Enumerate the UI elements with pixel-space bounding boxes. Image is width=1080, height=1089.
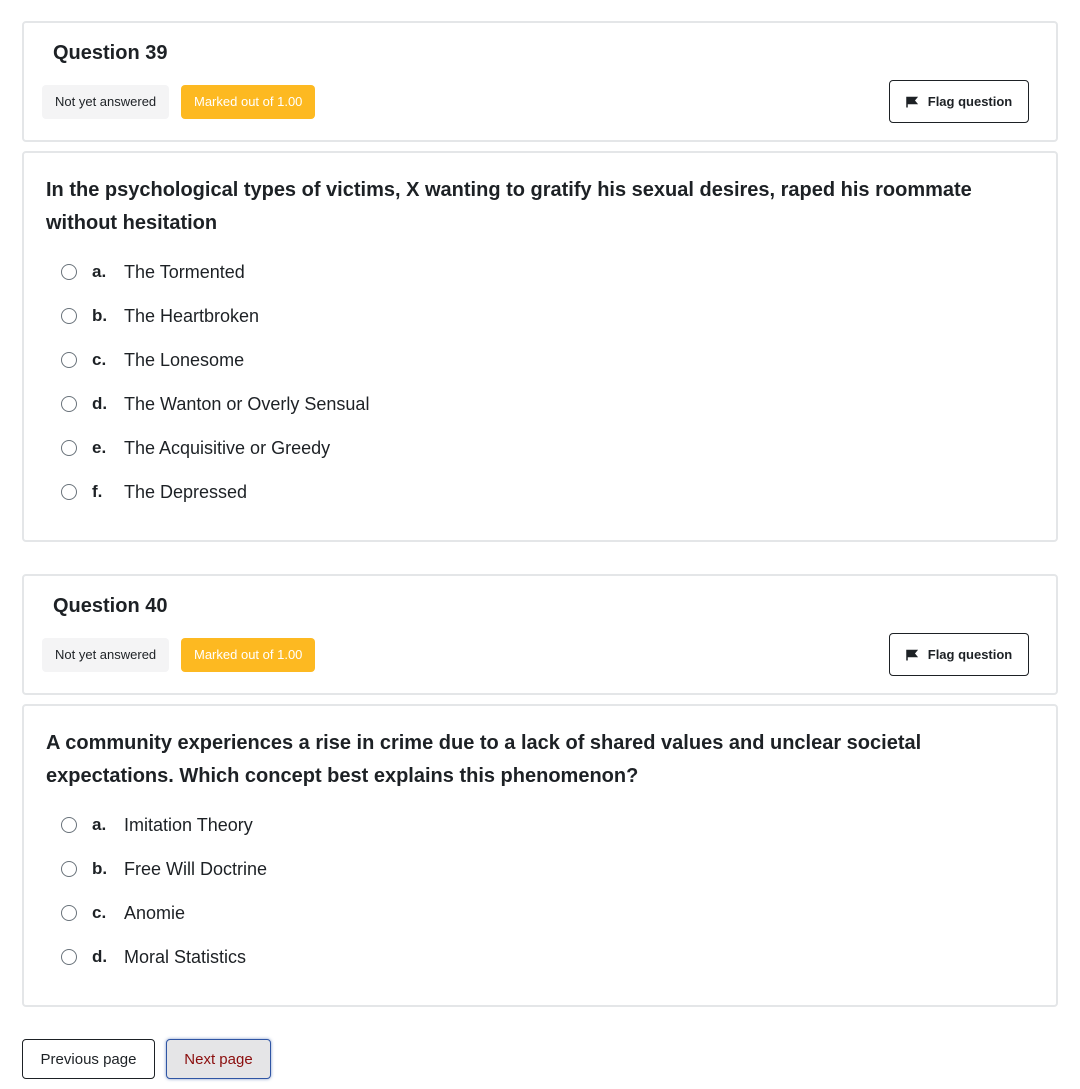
question-39-content: [22, 151, 1058, 542]
radio-button[interactable]: [61, 905, 77, 921]
option-letter: d.: [92, 394, 108, 413]
radio-button[interactable]: [61, 352, 77, 368]
option-b[interactable]: [61, 847, 267, 891]
option-text: Anomie: [124, 902, 186, 923]
option-letter: b.: [92, 859, 108, 878]
option-letter: c.: [92, 350, 107, 369]
radio-button[interactable]: [61, 308, 77, 324]
option-text: Imitation Theory: [124, 814, 253, 835]
option-b[interactable]: [61, 294, 369, 338]
flag-question-label: Flag question: [927, 647, 1013, 662]
option-letter: b.: [92, 306, 108, 325]
option-c[interactable]: [61, 338, 369, 382]
flag-icon: [906, 96, 918, 108]
option-text: The Heartbroken: [124, 305, 260, 326]
answer-options: [61, 250, 369, 514]
question-40-info: [22, 574, 1058, 695]
option-a[interactable]: [61, 803, 267, 847]
flag-question-button[interactable]: [889, 80, 1029, 123]
radio-button[interactable]: [61, 264, 77, 280]
flag-icon: [906, 649, 918, 661]
radio-button[interactable]: [61, 949, 77, 965]
option-d[interactable]: [61, 382, 369, 426]
option-letter: a.: [92, 262, 107, 281]
option-letter: e.: [92, 438, 107, 457]
radio-button[interactable]: [61, 817, 77, 833]
option-text: The Acquisitive or Greedy: [124, 437, 331, 458]
radio-button[interactable]: [61, 396, 77, 412]
question-text: A community experiences a rise in crime due to a lack of shared values and unclear societal expectations. Which concept best explains this phenomenon?: [46, 732, 922, 787]
marks-badge: Marked out of 1.00: [181, 85, 315, 119]
answer-options: [61, 803, 267, 979]
option-a[interactable]: [61, 250, 369, 294]
option-text: Free Will Doctrine: [124, 858, 268, 879]
option-letter: f.: [92, 482, 103, 501]
question-title: Question 40: [53, 595, 168, 617]
option-text: The Depressed: [124, 481, 248, 502]
option-letter: a.: [92, 815, 107, 834]
status-badge: Not yet answered: [42, 85, 169, 119]
previous-page-button[interactable]: Previous page: [22, 1039, 155, 1079]
option-c[interactable]: [61, 891, 267, 935]
next-page-button[interactable]: Next page: [166, 1039, 271, 1079]
option-text: Moral Statistics: [124, 946, 247, 967]
question-title: Question 39: [53, 42, 168, 64]
option-d[interactable]: [61, 935, 267, 979]
radio-button[interactable]: [61, 440, 77, 456]
marks-badge: Marked out of 1.00: [181, 638, 315, 672]
question-39-info: [22, 21, 1058, 142]
option-f[interactable]: [61, 470, 369, 514]
option-letter: d.: [92, 947, 108, 966]
question-text: In the psychological types of victims, X wanting to gratify his sexual desires, raped his roommate without hesitation: [46, 179, 972, 234]
radio-button[interactable]: [61, 861, 77, 877]
flag-question-button[interactable]: [889, 633, 1029, 676]
option-e[interactable]: [61, 426, 369, 470]
option-text: The Lonesome: [124, 349, 245, 370]
radio-button[interactable]: [61, 484, 77, 500]
question-40-content: [22, 704, 1058, 1007]
option-text: The Tormented: [124, 261, 245, 282]
option-letter: c.: [92, 903, 107, 922]
status-badge: Not yet answered: [42, 638, 169, 672]
option-text: The Wanton or Overly Sensual: [124, 393, 370, 414]
flag-question-label: Flag question: [927, 94, 1013, 109]
